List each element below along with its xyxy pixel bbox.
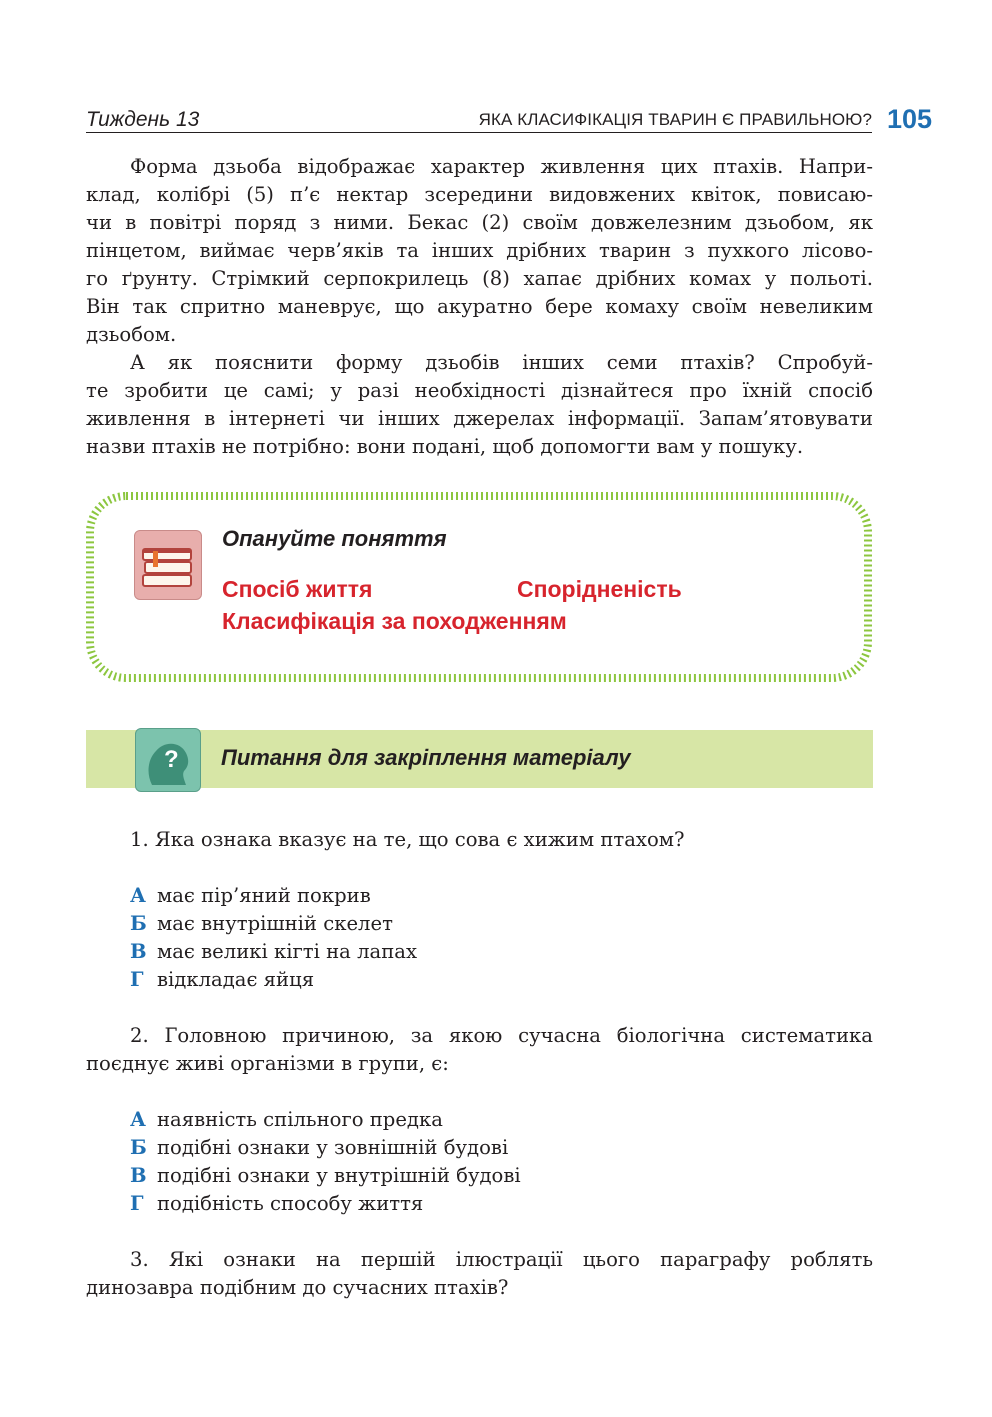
text-line: пінцетом, виймає черв’яків та інших дрібних тварин з пухкого лісово-	[86, 239, 873, 262]
question-2-options	[130, 1106, 521, 1218]
option-a: А має пір’яний покрив	[130, 884, 371, 907]
chapter-title: ЯКА КЛАСИФІКАЦІЯ ТВАРИН Є ПРАВИЛЬНОЮ?	[478, 110, 872, 129]
svg-text:?: ?	[164, 746, 179, 773]
question-text: динозавра подібним до сучасних птахів?	[86, 1276, 509, 1299]
concepts-box	[84, 490, 874, 684]
question-3	[86, 1246, 873, 1302]
review-title: Питання для закріплення матеріалу	[221, 745, 631, 770]
question-text: 1. Яка ознака вказує на те, що сова є хижим птахом?	[130, 828, 685, 851]
books-icon	[134, 530, 202, 600]
option-b: Б має внутрішній скелет	[130, 912, 393, 935]
text-line: чи в повітрі поряд з ними. Бекас (2) своїм довжелезним дзьобом, як	[86, 211, 873, 234]
option-d: Г подібність способу життя	[130, 1192, 424, 1215]
question-text: 2. Головною причиною, за якою сучасна біологічна систематика	[130, 1024, 873, 1047]
term-classification-by-origin: Класифікація за походженням	[222, 608, 567, 634]
option-b: Б подібні ознаки у зовнішній будові	[130, 1136, 509, 1159]
option-a: А наявність спільного предка	[130, 1108, 443, 1131]
question-1	[86, 826, 873, 854]
page-header	[86, 104, 932, 136]
text-line: те зробити це самі; у разі необхідності дізнайтеся про їхній спосіб	[86, 379, 873, 402]
option-c: В має великі кігті на лапах	[130, 940, 417, 963]
text-line: Він так спритно маневрує, що акуратно бере комаху своїм невеликим	[86, 295, 873, 318]
question-1-options	[130, 882, 417, 994]
dashed-frame	[84, 490, 874, 684]
text-line: живлення в інтернеті чи інших джерелах інформації. Запам’ятовувати	[86, 407, 873, 430]
page-number: 105	[886, 104, 932, 134]
question-2	[86, 1022, 873, 1078]
text-line: го ґрунту. Стрімкий серпокрилець (8) хапає дрібних комах у польоті.	[86, 267, 873, 290]
text-line: А як пояснити форму дзьобів інших семи птахів? Спробуй-	[130, 351, 873, 374]
term-way-of-life: Спосіб життя	[222, 576, 373, 602]
question-text: поєднує живі організми в групи, є:	[86, 1052, 449, 1075]
text-line: клад, колібрі (5) п’є нектар зсередини видовжених квіток, повисаю-	[86, 183, 873, 206]
question-text: 3. Які ознаки на першій ілюстрації цього параграфу роблять	[130, 1248, 873, 1271]
option-c: В подібні ознаки у внутрішній будові	[130, 1164, 521, 1187]
text-line: назви птахів не потрібно: вони подані, щоб допомогти вам у пошуку.	[86, 435, 804, 458]
week-label: Тиждень 13	[86, 108, 200, 131]
option-d: Г відкладає яйця	[130, 968, 315, 991]
text-line: Форма дзьоба відображає характер живлення цих птахів. Напри-	[130, 155, 873, 178]
question-head-icon	[135, 728, 201, 792]
concepts-title: Опануйте поняття	[222, 526, 447, 551]
text-line: дзьобом.	[86, 323, 177, 346]
header-rule	[86, 132, 872, 133]
paragraph-beak-shape	[86, 153, 873, 349]
term-kinship: Спорідненість	[517, 576, 682, 602]
paragraph-other-birds	[86, 349, 873, 461]
